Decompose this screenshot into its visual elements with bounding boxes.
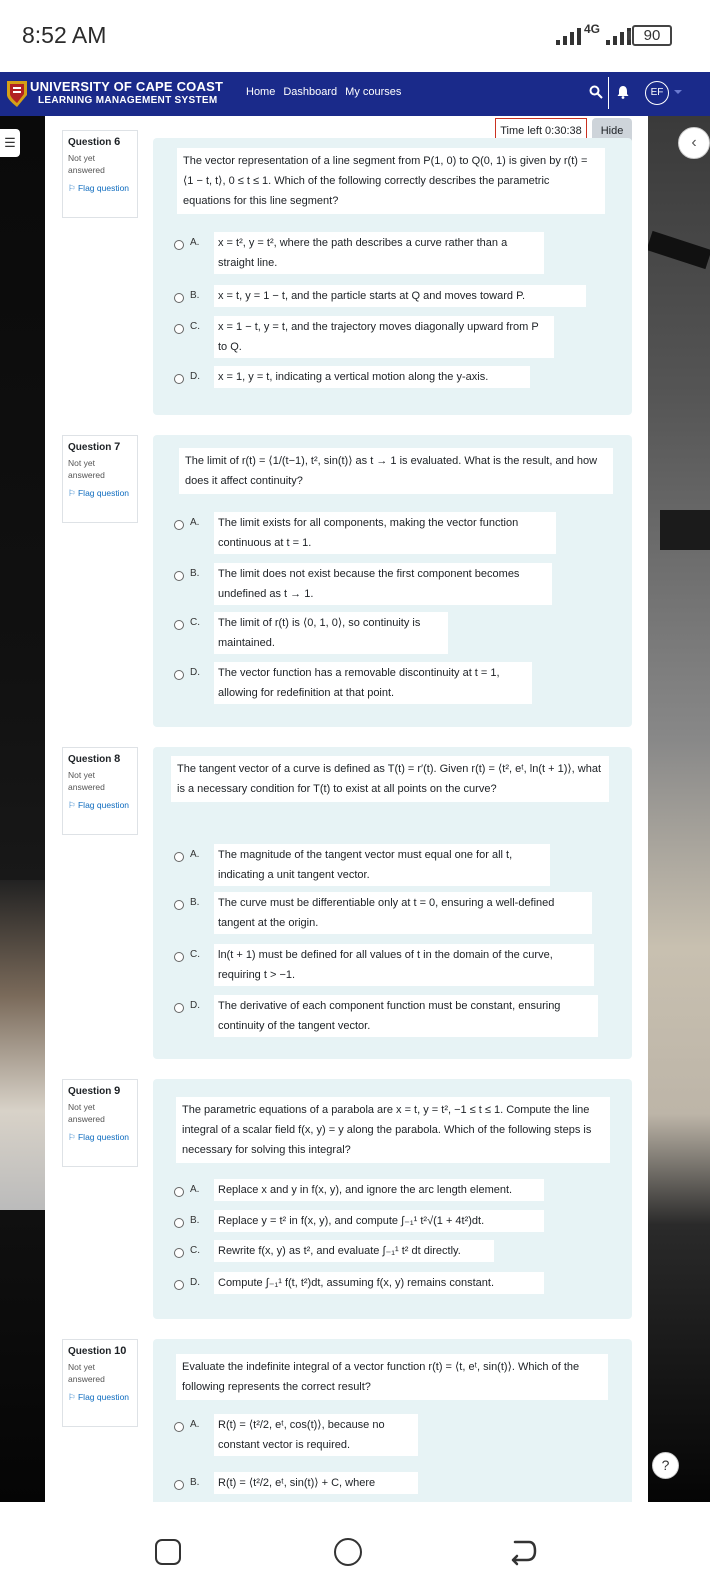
radio-button[interactable] — [174, 900, 184, 910]
option-letter: C. — [190, 321, 200, 332]
option-text[interactable]: The limit of r(t) is ⟨0, 1, 0⟩, so continuity is maintained. — [214, 612, 448, 654]
chevron-left-icon[interactable]: ‹ — [678, 127, 710, 159]
radio-button[interactable] — [174, 240, 184, 250]
flag-icon: ⚐ — [68, 183, 78, 193]
radio-button[interactable] — [174, 374, 184, 384]
option-letter: B. — [190, 1215, 200, 1226]
nav-divider — [608, 77, 609, 109]
option-letter: D. — [190, 1277, 200, 1288]
option-letter: D. — [190, 667, 200, 678]
top-navbar — [0, 72, 710, 116]
option-text[interactable]: Replace x and y in f(x, y), and ignore the arc length element. — [214, 1179, 544, 1201]
background-right — [648, 116, 710, 1502]
option-letter: B. — [190, 897, 200, 908]
recent-apps-icon[interactable] — [155, 1539, 181, 1565]
radio-button[interactable] — [174, 1480, 184, 1490]
option-letter: D. — [190, 371, 200, 382]
status-time: 8:52 AM — [22, 22, 107, 48]
status-bar — [0, 0, 710, 72]
nav-home-link[interactable]: Home — [246, 86, 276, 98]
flag-question-link[interactable]: ⚐ Flag question — [68, 183, 130, 193]
option-text[interactable]: Compute ∫₋₁¹ f(t, t²)dt, assuming f(x, y) remains constant. — [214, 1272, 544, 1294]
option-letter: C. — [190, 1245, 200, 1256]
radio-button[interactable] — [174, 293, 184, 303]
question-info — [62, 1339, 138, 1427]
radio-button[interactable] — [174, 1187, 184, 1197]
question-text: The parametric equations of a parabola are x = t, y = t², −1 ≤ t ≤ 1. Compute the line integral of a scalar field f(x, y) = y along the parabola. Which of the following steps is necessary for solving this integral? — [176, 1097, 610, 1163]
university-logo-icon[interactable] — [5, 77, 29, 109]
radio-button[interactable] — [174, 324, 184, 334]
question-number: Question 10 — [68, 1345, 127, 1357]
question-text: The limit of r(t) = ⟨1/(t−1), t², sin(t)⟩ as t → 1 is evaluated. What is the result, and how does it affect continuity? — [179, 448, 613, 494]
bell-icon[interactable] — [616, 85, 630, 99]
option-text[interactable]: ln(t + 1) must be defined for all values of t in the domain of the curve, requiring t > −1. — [214, 944, 594, 986]
radio-button[interactable] — [174, 571, 184, 581]
flag-icon: ⚐ — [68, 800, 78, 810]
question-number: Question 9 — [68, 1085, 121, 1097]
battery-tip-icon — [627, 31, 631, 40]
option-letter: B. — [190, 568, 200, 579]
quiz-timer: Time left 0:30:38 — [495, 118, 587, 144]
nav-links — [246, 86, 401, 98]
radio-button[interactable] — [174, 670, 184, 680]
option-letter: A. — [190, 1184, 200, 1195]
network-type: 4G — [584, 22, 601, 36]
brand-subtitle: LEARNING MANAGEMENT SYSTEM — [38, 95, 218, 106]
radio-button[interactable] — [174, 852, 184, 862]
flag-icon: ⚐ — [68, 488, 78, 498]
search-icon[interactable] — [589, 85, 603, 99]
option-letter: A. — [190, 849, 200, 860]
nav-dashboard-link[interactable]: Dashboard — [283, 86, 338, 98]
menu-icon[interactable]: ☰ — [0, 129, 20, 157]
option-text[interactable]: R(t) = ⟨t²/2, eᵗ, sin(t)⟩ + C, where — [214, 1472, 418, 1494]
option-letter: C. — [190, 949, 200, 960]
radio-button[interactable] — [174, 520, 184, 530]
flag-icon: ⚐ — [68, 1132, 78, 1142]
radio-button[interactable] — [174, 1218, 184, 1228]
option-text[interactable]: The curve must be differentiable only at t = 0, ensuring a well-defined tangent at the origin. — [214, 892, 592, 934]
radio-button[interactable] — [174, 1280, 184, 1290]
brand-name[interactable]: UNIVERSITY OF CAPE COAST — [30, 79, 224, 94]
flag-question-link[interactable]: ⚐ Flag question — [68, 1392, 130, 1402]
flag-question-link[interactable]: ⚐ Flag question — [68, 1132, 130, 1142]
home-icon[interactable] — [334, 1538, 362, 1566]
radio-button[interactable] — [174, 1422, 184, 1432]
option-text[interactable]: x = 1, y = t, indicating a vertical motion along the y-axis. — [214, 366, 530, 388]
radio-button[interactable] — [174, 620, 184, 630]
option-letter: D. — [190, 1000, 200, 1011]
option-text[interactable]: The vector function has a removable discontinuity at t = 1, allowing for redefinition at that point. — [214, 662, 532, 704]
option-text[interactable]: R(t) = ⟨t²/2, eᵗ, cos(t)⟩, because no constant vector is required. — [214, 1414, 418, 1456]
question-state: Not yet answered — [68, 770, 105, 792]
battery-icon: 90 — [632, 25, 672, 46]
question-info — [62, 1079, 138, 1167]
question-state: Not yet answered — [68, 458, 105, 480]
option-letter: A. — [190, 1419, 200, 1430]
option-text[interactable]: The limit exists for all components, making the vector function continuous at t = 1. — [214, 512, 556, 554]
user-avatar[interactable]: EF — [645, 81, 669, 105]
radio-button[interactable] — [174, 1003, 184, 1013]
option-text[interactable]: Rewrite f(x, y) as t², and evaluate ∫₋₁¹ t² dt directly. — [214, 1240, 494, 1262]
background-object — [660, 510, 710, 550]
option-letter: B. — [190, 1477, 200, 1488]
question-info — [62, 130, 138, 218]
back-icon[interactable] — [507, 1536, 539, 1568]
option-text[interactable]: Replace y = t² in f(x, y), and compute ∫₋₁¹ t²√(1 + 4t²)dt. — [214, 1210, 544, 1232]
system-navigation-bar — [0, 1502, 710, 1583]
question-state: Not yet answered — [68, 153, 105, 175]
background-left-image — [0, 880, 45, 1210]
option-text[interactable]: x = t, y = 1 − t, and the particle starts at Q and moves toward P. — [214, 285, 586, 307]
flag-question-link[interactable]: ⚐ Flag question — [68, 488, 130, 498]
question-info — [62, 435, 138, 523]
question-text: Evaluate the indefinite integral of a vector function r(t) = ⟨t, eᵗ, sin(t)⟩. Which of the following represents the correct result? — [176, 1354, 608, 1400]
flag-question-link[interactable]: ⚐ Flag question — [68, 800, 130, 810]
chevron-down-icon[interactable] — [674, 90, 682, 94]
option-letter: A. — [190, 517, 200, 528]
background-left — [0, 116, 45, 1502]
signal-icon — [556, 28, 581, 45]
question-text: The tangent vector of a curve is defined as T(t) = r′(t). Given r(t) = ⟨t², eᵗ, ln(t + 1)⟩, what is a necessary condition for T(t) to exist at all points on the curve? — [171, 756, 609, 802]
option-letter: A. — [190, 237, 200, 248]
option-text[interactable]: The derivative of each component function must be constant, ensuring continuity of the tangent vector. — [214, 995, 598, 1037]
radio-button[interactable] — [174, 1248, 184, 1258]
question-number: Question 7 — [68, 441, 121, 453]
nav-my-courses-link[interactable]: My courses — [345, 86, 402, 98]
radio-button[interactable] — [174, 952, 184, 962]
question-state: Not yet answered — [68, 1102, 105, 1124]
hide-timer-button[interactable]: Hide — [592, 118, 632, 144]
question-number: Question 6 — [68, 136, 121, 148]
option-letter: B. — [190, 290, 200, 301]
help-button[interactable]: ? — [652, 1452, 679, 1479]
flag-icon: ⚐ — [68, 1392, 78, 1402]
question-number: Question 8 — [68, 753, 121, 765]
option-text[interactable]: x = 1 − t, y = t, and the trajectory moves diagonally upward from P to Q. — [214, 316, 554, 358]
question-info — [62, 747, 138, 835]
option-text[interactable]: x = t², y = t², where the path describes a curve rather than a straight line. — [214, 232, 544, 274]
question-state: Not yet answered — [68, 1362, 105, 1384]
option-text[interactable]: The limit does not exist because the first component becomes undefined as t → 1. — [214, 563, 552, 605]
option-text[interactable]: The magnitude of the tangent vector must equal one for all t, indicating a unit tangent vector. — [214, 844, 550, 886]
option-letter: C. — [190, 617, 200, 628]
question-text: The vector representation of a line segment from P(1, 0) to Q(0, 1) is given by r(t) = ⟨1 − t, t⟩, 0 ≤ t ≤ 1. Which of the following correctly describes the parametric equations for this line segment? — [177, 148, 605, 214]
